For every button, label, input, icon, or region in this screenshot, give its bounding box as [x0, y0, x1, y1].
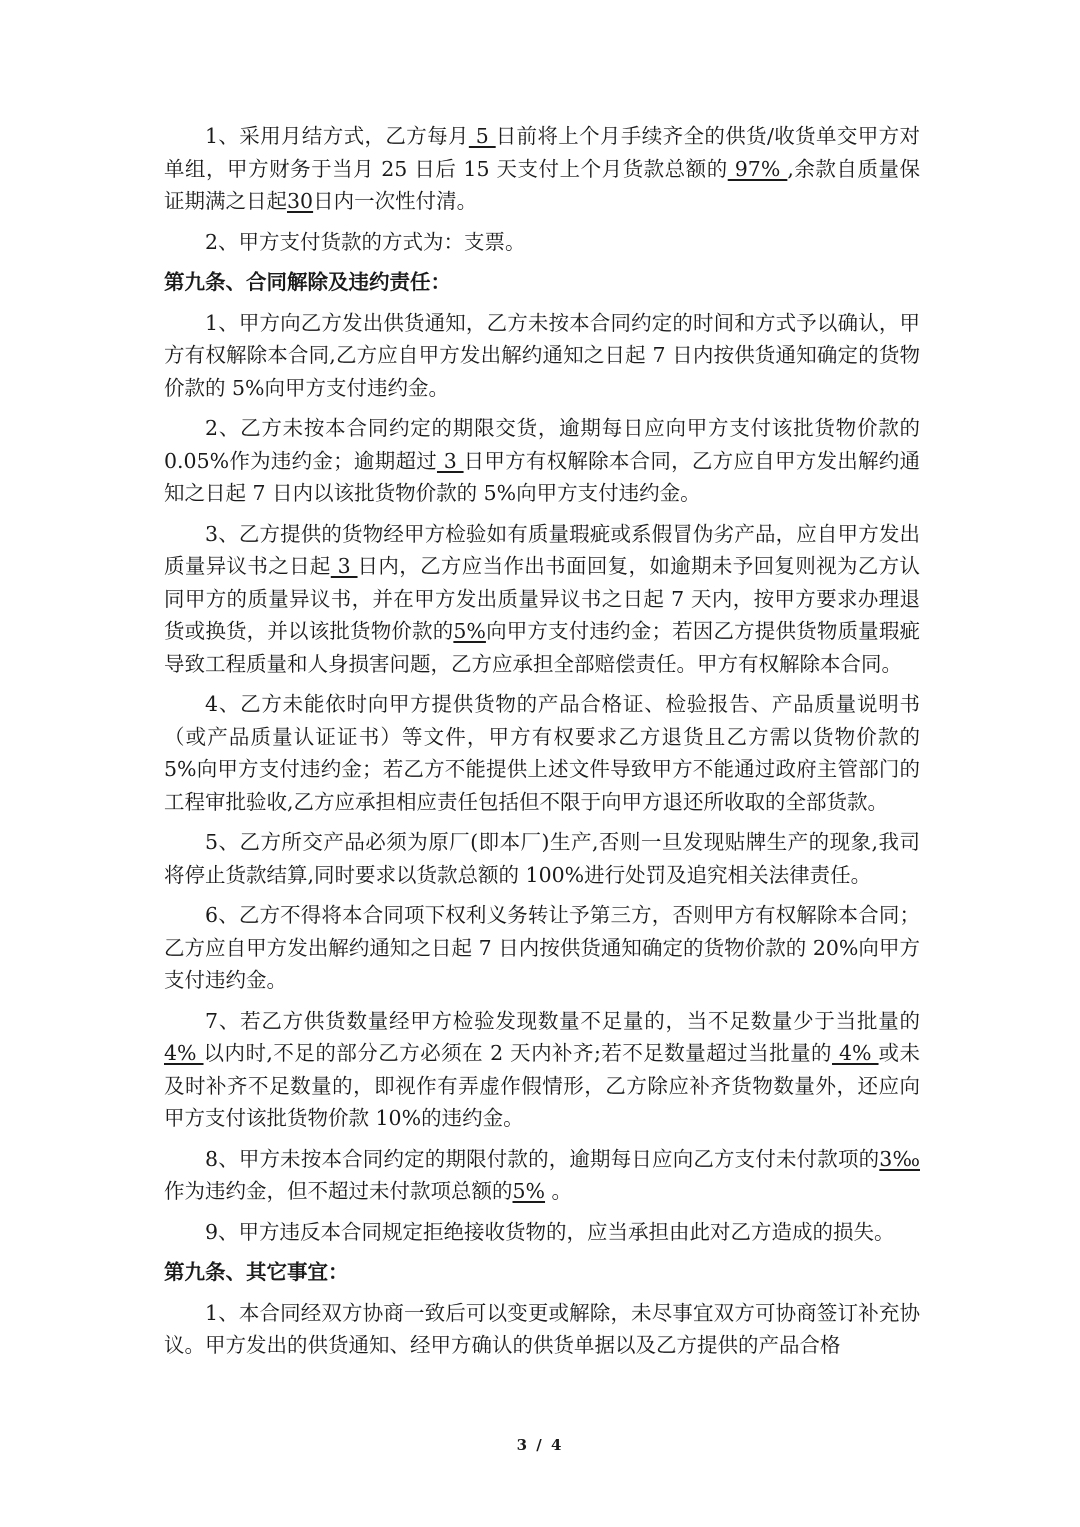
document-page — [164, 120, 920, 1370]
underlined-value: 5 — [468, 124, 496, 148]
page-number: 3 / 4 — [516, 1436, 564, 1454]
underlined-value: 97% — [727, 156, 788, 181]
payment-clause-1: 1、采用月结方式，乙方每月 5 日前将上个月手续齐全的供货/收货单交甲方对单组，甲方财务于当月 25 日后 15 天支付上个月货款总额的 97% ,余款自质量保证期满之日起30日内一次性付清。 — [164, 124, 921, 213]
other-clause-1: 1、本合同经双方协商一致后可以变更或解除，未尽事宜双方可协商签订补充协议。甲方发出的供货通知、经甲方确认的供货单据以及乙方提供的产品合格 — [164, 1300, 920, 1357]
section-heading-termination: 第九条、合同解除及违约责任： — [164, 270, 451, 294]
termination-clause-3: 3、乙方提供的货物经甲方检验如有质量瑕疵或系假冒伪劣产品，应自甲方发出质量异议书之日起 3 日内，乙方应当作出书面回复，如逾期未予回复则视为乙方认同甲方的质量异议书，并在甲方发出质量异议书之日起 7 天内，按甲方要求办理退货或换货，并以该批货物价款的5%向甲方支付违约金；若因乙方提供货物质量瑕疵导致工程质量和人身损害问题，乙方应承担全部赔偿责任。甲方有权解除本合同。 — [164, 521, 921, 676]
termination-clause-4: 4、乙方未能依时向甲方提供货物的产品合格证、检验报告、产品质量说明书（或产品质量认证证书）等文件，甲方有权要求乙方退货且乙方需以货物价款的 5%向甲方支付违约金；若乙方不能提供上述文件导致甲方不能通过政府主管部门的工程审批验收,乙方应承担相应责任包括但不限于向甲方退还所收取的全部货款。 — [164, 692, 920, 814]
underlined-value: 4% — [164, 1041, 204, 1065]
underlined-value: 30 — [287, 189, 314, 213]
payment-clause-2: 2、甲方支付货款的方式为：支票。 — [205, 229, 526, 254]
underlined-value: 5% — [512, 1179, 546, 1203]
termination-clause-6: 6、乙方不得将本合同项下权利义务转让予第三方，否则甲方有权解除本合同；乙方应自甲方发出解约通知之日起 7 日内按供货通知确定的货物价款的 20%向甲方支付违约金。 — [164, 903, 920, 992]
termination-clause-5: 5、乙方所交产品必须为原厂(即本厂)生产,否则一旦发现贴牌生产的现象,我司将停止货款结算,同时要求以货款总额的 100%进行处罚及追究相关法律责任。 — [164, 830, 920, 887]
termination-clause-7: 7、若乙方供货数量经甲方检验发现数量不足量的，当不足数量少于当批量的 4% 以内时,不足的部分乙方必须在 2 天内补齐;若不足数量超过当批量的 4% 或未及时补齐不足数量的，即视作有弄虚作假情形，乙方除应补齐货物数量外，还应向甲方支付该批货物价款 10%的违约金。 — [164, 1008, 921, 1130]
termination-clause-9: 9、甲方违反本合同规定拒绝接收货物的，应当承担由此对乙方造成的损失。 — [205, 1219, 895, 1244]
section-heading-other: 第九条、其它事宜： — [164, 1260, 349, 1284]
termination-clause-8: 8、甲方未按本合同约定的期限付款的，逾期每日应向乙方支付未付款项的3‰作为违约金，但不超过未付款项总额的5% 。 — [164, 1146, 920, 1203]
underlined-value: 5% — [453, 619, 486, 643]
underlined-value: 4% — [832, 1041, 879, 1065]
termination-clause-1: 1、甲方向乙方发出供货通知，乙方未按本合同约定的时间和方式予以确认，甲方有权解除本合同,乙方应自甲方发出解约通知之日起 7 日内按供货通知确定的货物价款的 5%向甲方支付违约金。 — [164, 310, 920, 400]
termination-clause-2: 2、乙方未按本合同约定的期限交货，逾期每日应向甲方支付该批货物价款的 0.05%作为违约金；逾期超过 3 日甲方有权解除本合同，乙方应自甲方发出解约通知之日起 7 日内以该批货物价款的 5%向甲方支付违约金。 — [164, 416, 921, 505]
underlined-value: 3 — [436, 448, 464, 473]
underlined-value: 3 — [330, 554, 358, 578]
underlined-value: 3‰ — [879, 1146, 920, 1171]
